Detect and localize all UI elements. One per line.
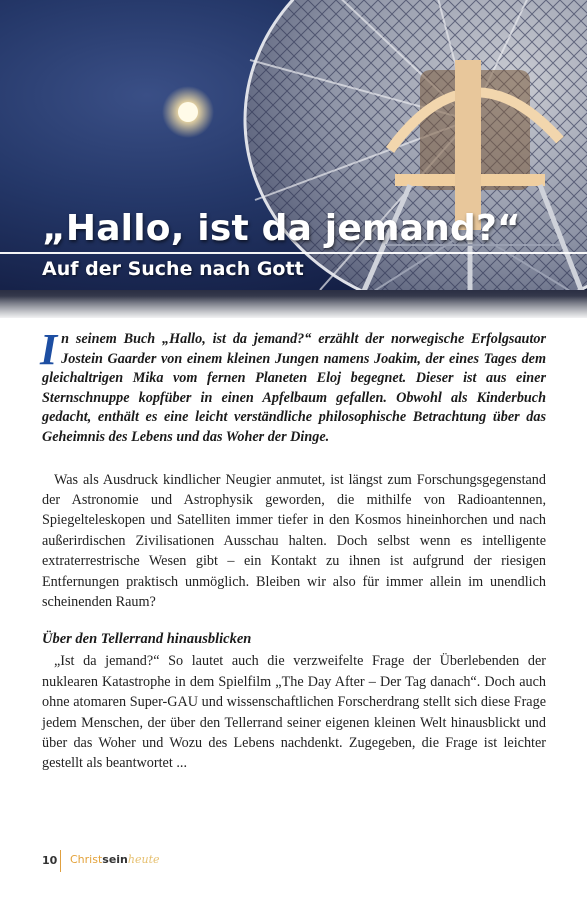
hero-image (0, 0, 587, 318)
drop-cap: I (40, 325, 58, 374)
brand-part-sein: sein (102, 853, 128, 866)
page-number: 10 (42, 854, 58, 867)
article-subtitle: Auf der Suche nach Gott (42, 258, 304, 280)
article-title: „Hallo, ist da jemand?“ (42, 208, 521, 249)
title-divider (0, 252, 587, 254)
article-body (40, 325, 546, 774)
brand-logo (70, 853, 160, 866)
hero-fade (0, 296, 587, 318)
section-heading: Über den Tellerrand hinausblicken (42, 631, 252, 648)
footer-divider (60, 850, 61, 872)
body-paragraph-1: Was als Ausdruck kindlicher Neugier anmutet, ist längst zum Forschungsgegenstand der Astronomie und Astrophysik geworden, die mithilfe von Radioantennen, Spiegelteleskopen und Satelliten immer tiefer in den Kosmos hineinhorchen und nach außerirdischen Zivilisationen Ausschau halten. Doch selbst wenn es intelligente extraterrestrische Wesen gibt – ein Kontakt zu ihnen ist aufgrund der riesigen Entfernungen praktisch unmöglich. Bleiben wir also für immer allein im unendlich scheinenden Raum? (42, 471, 546, 610)
brand-part-heute: heute (127, 853, 160, 866)
intro-text: n seinem Buch „Hallo, ist da jemand?“ erzählt der norwegische Erfolgsautor Jostein Gaarder von einem kleinen Jungen namens Joakim, der eines Tages dem gleichaltrigen Mika vom fernen Planeten Eloj begegnet. Dieser ist aus einer Sternschnuppe kopfüber in einen Apfelbaum gefallen. Obwohl als Kinderbuch gedacht, enthält es eine leicht verständliche philosophische Betrachtung über das Geheimnis des Lebens und das Woher der Dinge. (42, 331, 546, 445)
intro-paragraph (40, 325, 546, 448)
brand-part-christ: Christ (70, 853, 103, 866)
body-paragraph-2: „Ist da jemand?“ So lautet auch die verzweifelte Frage der Überlebenden der nuklearen Katastrophe in dem Spielfilm „The Day After – Der Tag danach“. Doch auch ohne atomaren Super-GAU und wissenschaftlichen Forscherdrang stellt sich diese Frage jedem Menschen, der über den Tellerrand seiner eigenen kleinen Welt hinausblickt und über das Woher und Wozu des Lebens nachdenkt. Zugegeben, die Frage ist leichter gestellt als beantwortet ... (42, 653, 546, 772)
